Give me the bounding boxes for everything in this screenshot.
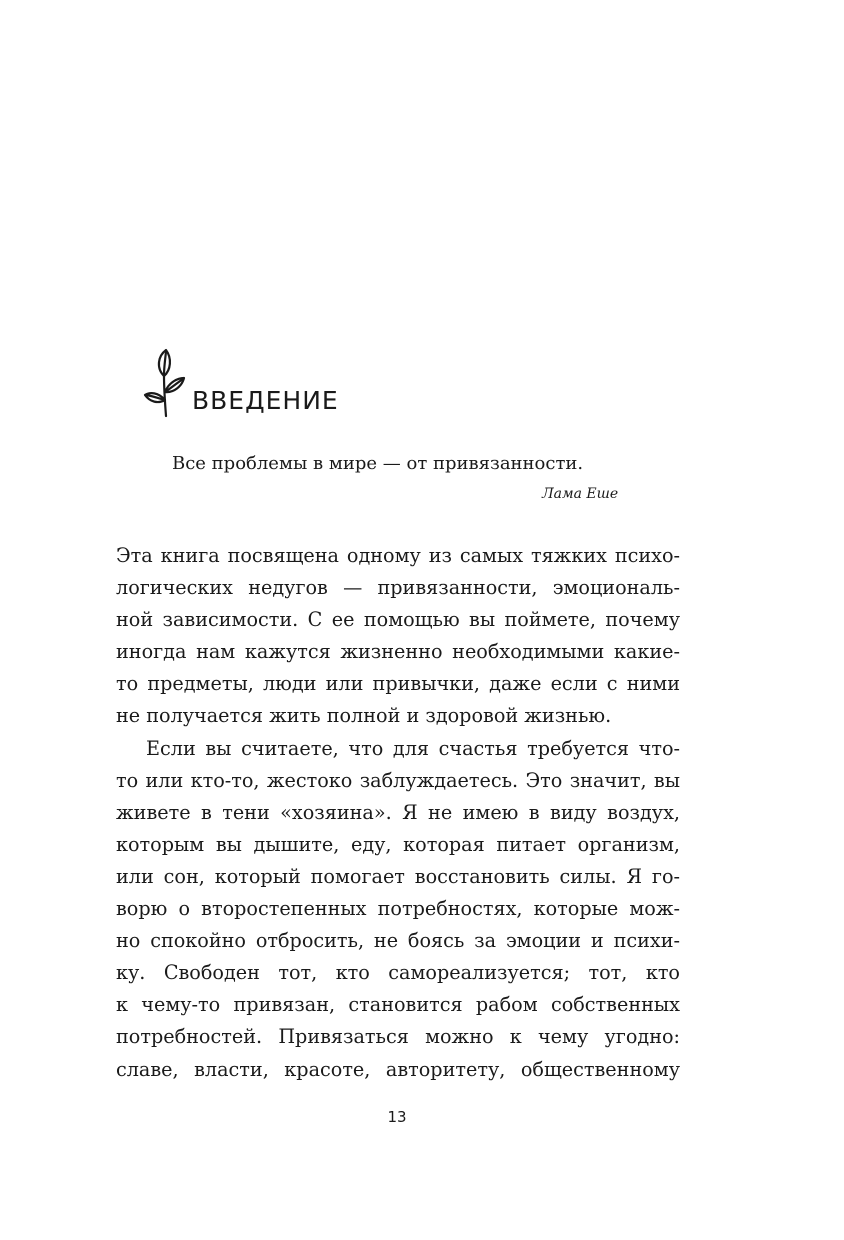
text-line: логических недугов — привязанности, эмоциональ- xyxy=(116,576,680,600)
epigraph-author: Лама Еше xyxy=(542,486,619,502)
text-line: то или кто-то, жестоко заблуждаетесь. Это значит, вы xyxy=(116,768,680,792)
epigraph-quote: Все проблемы в мире — от привязанности. xyxy=(172,453,584,474)
text-line: Если вы считаете, что для счастья требуется что- xyxy=(146,736,680,760)
text-line: Эта книга посвящена одному из самых тяжких психо- xyxy=(116,544,680,567)
chapter-heading xyxy=(142,348,542,418)
text-line: иногда нам кажутся жизненно необходимыми какие- xyxy=(116,640,680,664)
text-line: потребностей. Привязаться можно к чему угодно: xyxy=(116,1025,680,1049)
body-text xyxy=(116,540,680,1086)
text-line: ной зависимости. С ее помощью вы поймете, почему xyxy=(116,608,680,632)
sprig-leaf-icon xyxy=(142,348,186,418)
text-line: славе, власти, красоте, авторитету, общественному xyxy=(116,1057,680,1081)
text-line: ку. Свободен тот, кто самореализуется; тот, кто xyxy=(116,961,680,985)
text-line: или сон, который помогает восстановить силы. Я го- xyxy=(116,864,680,888)
text-line: ворю о второстепенных потребностях, которые мож- xyxy=(116,897,680,921)
text-line: но спокойно отбросить, не боясь за эмоции и психи- xyxy=(116,929,680,953)
text-line: то предметы, люди или привычки, даже если с ними xyxy=(116,672,680,696)
chapter-title: ВВЕДЕНИЕ xyxy=(192,386,339,415)
page-number: 13 xyxy=(387,1108,407,1126)
paragraph-2 xyxy=(116,733,680,1086)
text-line: к чему-то привязан, становится рабом собственных xyxy=(116,993,680,1017)
text-line: которым вы дышите, еду, которая питает организм, xyxy=(116,832,680,856)
paragraph-1 xyxy=(116,540,680,733)
text-line: живете в тени «хозяина». Я не имею в виду воздух, xyxy=(116,800,680,824)
epigraph xyxy=(172,452,632,502)
text-line: не получается жить полной и здоровой жизнью. xyxy=(116,704,612,728)
